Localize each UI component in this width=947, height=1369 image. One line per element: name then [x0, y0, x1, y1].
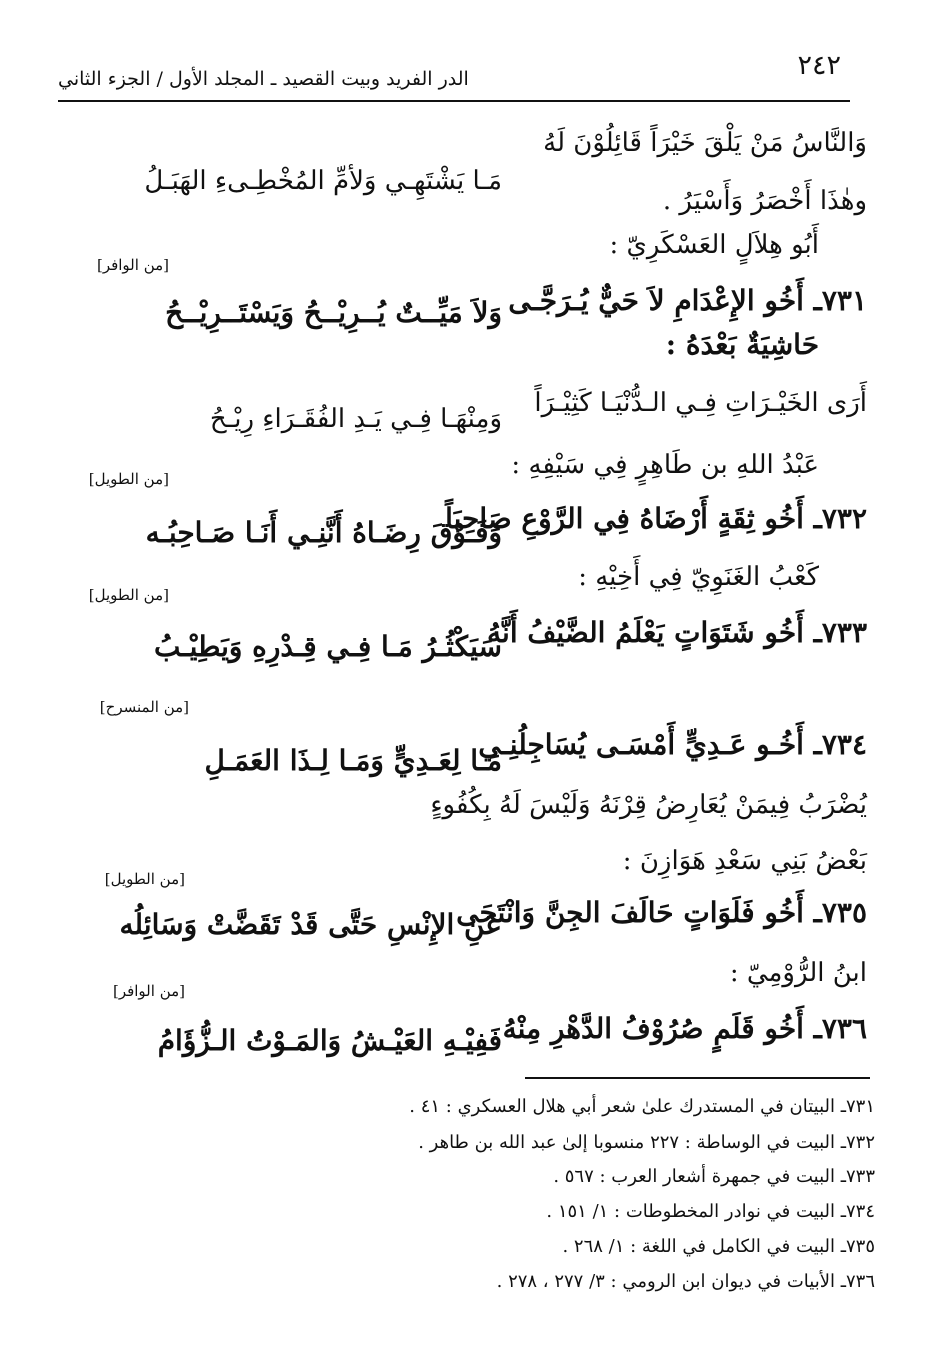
attribution-735: بَعْضُ بَنِي سَعْدِ هَوَازِنَ :	[622, 846, 867, 876]
hemistich-732-right: أَخُو ثِقَةٍ أَرْضَاهُ فِي الرَّوْعِ صَاحِبَاً	[445, 502, 804, 535]
verse-number-731: ٧٣١ـ	[813, 284, 867, 317]
header-rule	[58, 100, 850, 102]
extra-731-left: وَمِنْهَـا فِـي يَـدِ الفُقَـرَاءِ رِيْـحُ	[209, 404, 502, 434]
verse-734-right	[478, 728, 867, 761]
attribution-731: أَبُو هِلاَلٍ العَسْكَرِيّ :	[609, 230, 819, 260]
note-731: حَاشِيَةٌ بَعْدَهُ :	[665, 328, 819, 361]
meter-736: [من الوافر]	[112, 982, 185, 1000]
intro-note: وهٰذَا أَخْصَرُ وَأَسْيَرُ .	[662, 186, 867, 216]
meter-731: [من الوافر]	[96, 256, 169, 274]
hemistich-734-right: أَخُـو عَـدِيٍّ أَمْسَـى يُسَاجِلُنِـي	[478, 728, 804, 761]
hemistich-735-right: أَخُو فَلَوَاتٍ حَالَفَ الجِنَّ وَانْتَحَى	[456, 896, 804, 929]
verse-number-735: ٧٣٥ـ	[813, 896, 867, 929]
footnote-734: ٧٣٤ـ البيت في نوادر المخطوطات : ١/ ١٥١ .	[546, 1201, 875, 1222]
meter-732: [من الطويل]	[88, 470, 169, 488]
footnote-733: ٧٣٣ـ البيت في جمهرة أشعار العرب : ٥٦٧ .	[553, 1166, 875, 1187]
hemistich-735-left: عَنِ الإِنْسِ حَتَّى قَدْ تَقَضَّتْ وَسَائِلُه	[119, 908, 502, 941]
attribution-733: كَعْبُ الغَنَوِيّ فِي أَخِيْهِ :	[578, 562, 819, 592]
footnote-736: ٧٣٦ـ الأبيات في ديوان ابن الرومي : ٣/ ٢٧٧ ، ٢٧٨ .	[496, 1271, 875, 1292]
verse-number-732: ٧٣٢ـ	[813, 502, 867, 535]
verse-736-right	[503, 1012, 867, 1045]
attribution-736: ابنُ الرُّوْمِيّ :	[729, 958, 867, 988]
hemistich-732-left: وَفَـوْقَ رِضَـاهُ أَنَّنِـي أَنَـا صَـاحِبُـه	[145, 516, 502, 549]
attribution-732: عَبْدُ اللهِ بن طَاهِرٍ فِي سَيْفِهِ :	[511, 450, 819, 480]
footnote-735: ٧٣٥ـ البيت في الكامل في اللغة : ١/ ٢٦٨ .	[562, 1236, 875, 1257]
footnote-732: ٧٣٢ـ البيت في الوساطة : ٢٢٧ منسوبا إلىٰ عبد الله بن طاهر .	[418, 1132, 875, 1153]
footnote-731: ٧٣١ـ البيتان في المستدرك علىٰ شعر أبي هلال العسكري : ٤١ .	[409, 1096, 875, 1117]
meter-734: [من المنسرح]	[99, 698, 189, 716]
verse-732-right	[445, 502, 867, 535]
running-title: الدر الفريد وبيت القصيد ـ المجلد الأول / الجزء الثاني	[58, 68, 469, 90]
meter-735: [من الطويل]	[104, 870, 185, 888]
hemistich-731-right: أَخُو الإِعْدَامِ لاَ حَيٌّ يُـرَجَّـى	[508, 284, 804, 317]
intro-hemistich-right: وَالنَّاسُ مَنْ يَلْقَ خَيْرَاً قَائِلُوْنَ لَهُ	[543, 128, 867, 158]
extra-731-right: أَرَى الخَيْـرَاتِ فِـي الـدُّنْيَـا كَثِيْـرَاً	[534, 388, 867, 418]
page-number: ٢٤٢	[797, 50, 841, 81]
intro-hemistich-left: مَـا يَشْتَهِـي وَلأمِّ المُخْطِـىءِ الهَبَـلُ	[144, 166, 502, 196]
verse-735-right	[456, 896, 867, 929]
verse-number-734: ٧٣٤ـ	[813, 728, 867, 761]
hemistich-736-left: فَفِيْـهِ العَيْـشُ وَالمَـوْتُ الـزُّؤَامُ	[157, 1024, 502, 1057]
verse-733-right	[487, 616, 867, 649]
hemistich-733-left: سَيَكْثُـرُ مَـا فِـي قِـدْرِهِ وَيَطِيْـبُ	[153, 630, 502, 663]
footnote-rule	[525, 1077, 870, 1079]
note-734: يُضْرَبُ فِيمَنْ يُعَارِضُ قِرْنَهُ وَلَيْسَ لَهُ بِكُفُوءٍ	[430, 790, 867, 820]
verse-number-733: ٧٣٣ـ	[813, 616, 867, 649]
verse-731-right	[508, 284, 867, 317]
hemistich-734-left: مَـا لِعَـدِيٍّ وَمَـا لِـذَا العَمَـلِ	[204, 744, 502, 777]
hemistich-733-right: أَخُو شَتَوَاتٍ يَعْلَمُ الضَّيْفُ أَنَّهُ	[487, 616, 804, 649]
verse-number-736: ٧٣٦ـ	[813, 1012, 867, 1045]
hemistich-736-right: أَخُو قَلَمٍ صُرُوْفُ الدَّهْرِ مِنْهُ	[502, 1012, 804, 1045]
meter-733: [من الطويل]	[88, 586, 169, 604]
hemistich-731-left: وَلاَ مَيِّــتٌ يُــرِيْــحُ وَيَسْتَــرِيْــحُ	[165, 296, 502, 329]
